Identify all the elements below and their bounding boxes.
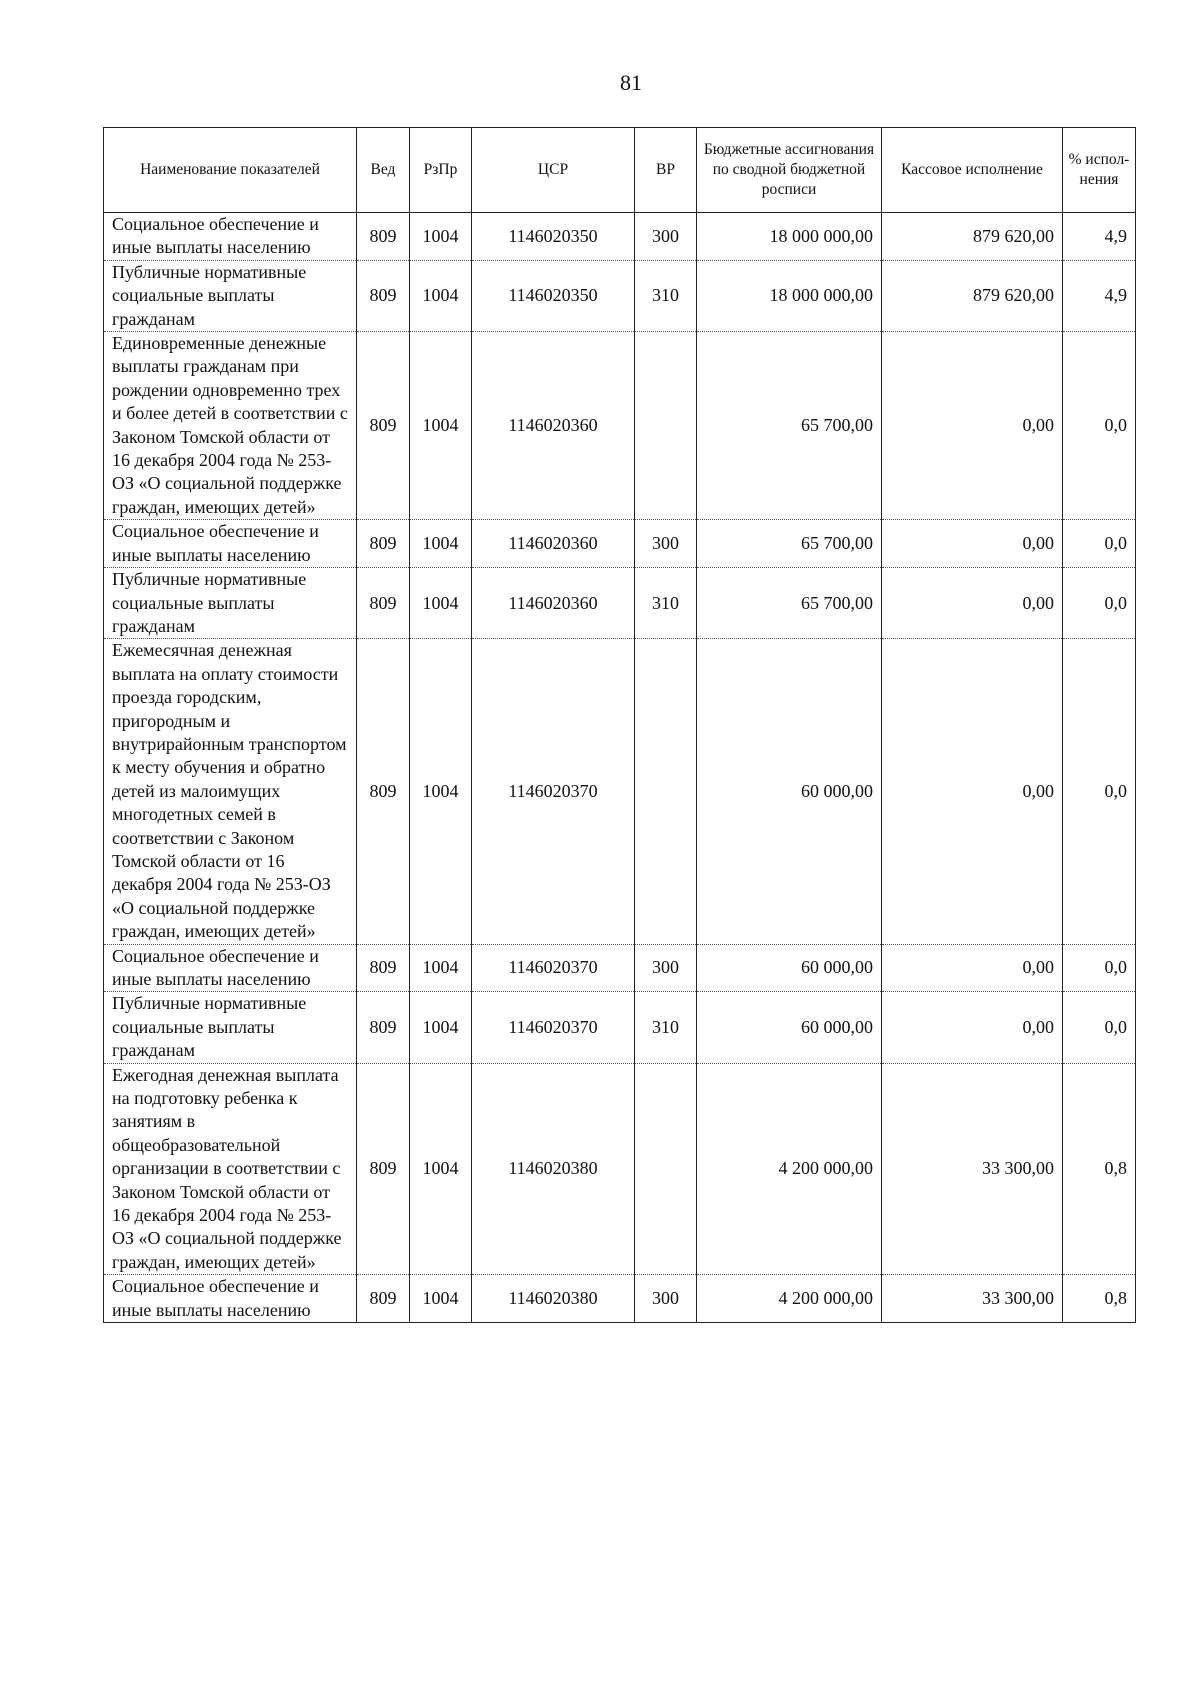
cell-vr: [635, 332, 697, 520]
cell-rzpr: 1004: [410, 1275, 472, 1323]
cell-csr: 1146020360: [472, 568, 635, 639]
cell-pct: 0,0: [1063, 520, 1136, 568]
cell-pct: 0,0: [1063, 992, 1136, 1063]
cell-rzpr: 1004: [410, 213, 472, 261]
cell-csr: 1146020370: [472, 639, 635, 944]
cell-name: Социальное обеспечение и иные выплаты населению: [104, 520, 357, 568]
cell-pct: 0,8: [1063, 1063, 1136, 1275]
cell-name: Социальное обеспечение и иные выплаты населению: [104, 213, 357, 261]
cell-name: Публичные нормативные социальные выплаты гражданам: [104, 568, 357, 639]
cell-rzpr: 1004: [410, 332, 472, 520]
cell-rzpr: 1004: [410, 944, 472, 992]
header-pct: % испол-нения: [1063, 128, 1136, 213]
cell-vr: 300: [635, 520, 697, 568]
cell-name: Социальное обеспечение и иные выплаты населению: [104, 1275, 357, 1323]
cell-cash: 33 300,00: [882, 1063, 1063, 1275]
cell-rzpr: 1004: [410, 568, 472, 639]
cell-csr: 1146020350: [472, 260, 635, 331]
header-budget: Бюджетные ассигнования по сводной бюджетной росписи: [697, 128, 882, 213]
cell-rzpr: 1004: [410, 992, 472, 1063]
cell-vr: 310: [635, 992, 697, 1063]
cell-ved: 809: [357, 1275, 410, 1323]
cell-rzpr: 1004: [410, 1063, 472, 1275]
table-row: [104, 520, 1136, 568]
table-row: [104, 639, 1136, 944]
cell-name: Публичные нормативные социальные выплаты гражданам: [104, 992, 357, 1063]
cell-ved: 809: [357, 520, 410, 568]
cell-name: Ежегодная денежная выплата на подготовку ребенка к занятиям в общеобразовательной организации в соответствии с Законом Томской области от 16 декабря 2004 года № 253-ОЗ «О социальной поддержке граждан, имеющих детей»: [104, 1063, 357, 1275]
cell-pct: 0,0: [1063, 568, 1136, 639]
cell-csr: 1146020360: [472, 332, 635, 520]
cell-vr: 300: [635, 1275, 697, 1323]
table-header-row: [104, 128, 1136, 213]
cell-ved: 809: [357, 213, 410, 261]
header-ved: Вед: [357, 128, 410, 213]
cell-vr: 310: [635, 568, 697, 639]
cell-pct: 0,0: [1063, 332, 1136, 520]
cell-vr: 300: [635, 213, 697, 261]
cell-cash: 0,00: [882, 992, 1063, 1063]
cell-rzpr: 1004: [410, 520, 472, 568]
cell-name: Публичные нормативные социальные выплаты гражданам: [104, 260, 357, 331]
page-number: 81: [620, 70, 642, 95]
table-row: [104, 260, 1136, 331]
cell-ved: 809: [357, 992, 410, 1063]
cell-csr: 1146020370: [472, 944, 635, 992]
cell-ved: 809: [357, 568, 410, 639]
cell-pct: 0,0: [1063, 639, 1136, 944]
cell-rzpr: 1004: [410, 639, 472, 944]
budget-execution-table: [103, 127, 1136, 1323]
cell-csr: 1146020380: [472, 1275, 635, 1323]
header-csr: ЦСР: [472, 128, 635, 213]
cell-budget: 65 700,00: [697, 568, 882, 639]
cell-budget: 4 200 000,00: [697, 1063, 882, 1275]
cell-budget: 65 700,00: [697, 520, 882, 568]
header-rzpr: РзПр: [410, 128, 472, 213]
cell-budget: 4 200 000,00: [697, 1275, 882, 1323]
cell-csr: 1146020370: [472, 992, 635, 1063]
table-row: [104, 1275, 1136, 1323]
cell-cash: 0,00: [882, 332, 1063, 520]
cell-cash: 0,00: [882, 944, 1063, 992]
table-row: [104, 213, 1136, 261]
cell-name: Ежемесячная денежная выплата на оплату стоимости проезда городским, пригородным и внутрирайонным транспортом к месту обучения и обратно детей из малоимущих многодетных семей в соответствии с Законом Томской области от 16 декабря 2004 года № 253-ОЗ «О социальной поддержке граждан, имеющих детей»: [104, 639, 357, 944]
cell-cash: 0,00: [882, 568, 1063, 639]
cell-cash: 0,00: [882, 639, 1063, 944]
table-row: [104, 944, 1136, 992]
cell-ved: 809: [357, 332, 410, 520]
cell-budget: 60 000,00: [697, 992, 882, 1063]
cell-rzpr: 1004: [410, 260, 472, 331]
cell-cash: 0,00: [882, 520, 1063, 568]
cell-pct: 4,9: [1063, 213, 1136, 261]
cell-budget: 60 000,00: [697, 639, 882, 944]
cell-cash: 879 620,00: [882, 260, 1063, 331]
cell-cash: 33 300,00: [882, 1275, 1063, 1323]
cell-csr: 1146020350: [472, 213, 635, 261]
cell-budget: 18 000 000,00: [697, 260, 882, 331]
table-row: [104, 568, 1136, 639]
header-cash: Кассовое исполнение: [882, 128, 1063, 213]
cell-name: Единовременные денежные выплаты гражданам при рождении одновременно трех и более детей в соответствии с Законом Томской области от 16 декабря 2004 года № 253-ОЗ «О социальной поддержке граждан, имеющих детей»: [104, 332, 357, 520]
cell-vr: [635, 639, 697, 944]
cell-cash: 879 620,00: [882, 213, 1063, 261]
cell-ved: 809: [357, 639, 410, 944]
table-row: [104, 332, 1136, 520]
cell-ved: 809: [357, 944, 410, 992]
cell-csr: 1146020380: [472, 1063, 635, 1275]
cell-pct: 0,8: [1063, 1275, 1136, 1323]
cell-csr: 1146020360: [472, 520, 635, 568]
cell-budget: 60 000,00: [697, 944, 882, 992]
cell-budget: 65 700,00: [697, 332, 882, 520]
cell-vr: 300: [635, 944, 697, 992]
cell-name: Социальное обеспечение и иные выплаты населению: [104, 944, 357, 992]
table-row: [104, 992, 1136, 1063]
cell-ved: 809: [357, 260, 410, 331]
cell-budget: 18 000 000,00: [697, 213, 882, 261]
cell-pct: 4,9: [1063, 260, 1136, 331]
header-vr: ВР: [635, 128, 697, 213]
header-name: Наименование показателей: [104, 128, 357, 213]
cell-vr: 310: [635, 260, 697, 331]
cell-pct: 0,0: [1063, 944, 1136, 992]
table-row: [104, 1063, 1136, 1275]
cell-vr: [635, 1063, 697, 1275]
cell-ved: 809: [357, 1063, 410, 1275]
